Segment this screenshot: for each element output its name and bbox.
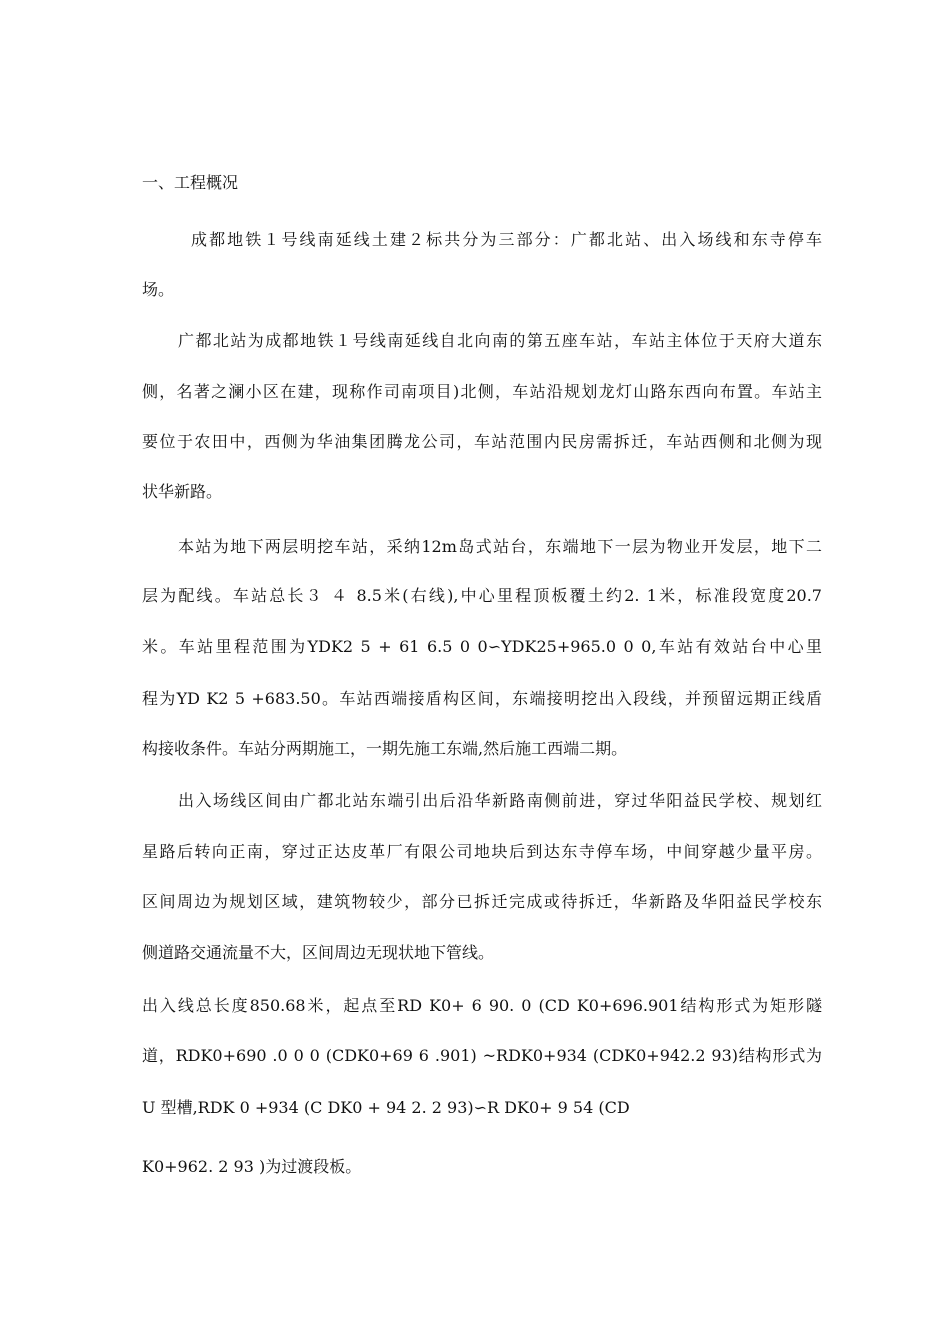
paragraph-line: 程为YD K2 5 +683.50。车站西端接盾构区间，东端接明挖出入段线，并预留远期正线盾 xyxy=(142,689,822,708)
paragraph-line: 侧道路交通流量不大，区间周边无现状地下管线。 xyxy=(142,943,495,962)
paragraph-line: 星路后转向正南，穿过正达皮革厂有限公司地块后到达东寺停车场，中间穿越少量平房。 xyxy=(142,842,822,861)
paragraph-line: 层为配线。车站总长３ ４ 8.5米(右线),中心里程顶板覆土约2. 1米，标准段宽度20.7 xyxy=(142,586,822,605)
paragraph-line: K0+962. 2 93 )为过渡段板。 xyxy=(142,1157,362,1176)
paragraph-line: 广都北站为成都地铁１号线南延线自北向南的第五座车站，车站主体位于天府大道东 xyxy=(178,331,822,350)
paragraph-line: 出入线总长度850.68米，起点至RD K0+ 6 90. 0 (CD K0+696.901结构形式为矩形隧 xyxy=(142,996,822,1015)
paragraph-line: 米。车站里程范围为YDK2 5 + 61 6.5 0 0∽YDK25+965.0 0 0,车站有效站台中心里 xyxy=(142,637,822,656)
paragraph-line: 状华新路。 xyxy=(142,482,223,501)
paragraph-line: 本站为地下两层明挖车站，采纳12m岛式站台，东端地下一层为物业开发层，地下二 xyxy=(178,537,822,556)
paragraph-line: 构接收条件。车站分两期施工，一期先施工东端,然后施工西端二期。 xyxy=(142,739,628,758)
section-heading: 一、工程概况 xyxy=(142,173,239,192)
paragraph-line: 区间周边为规划区域，建筑物较少，部分已拆迁完成或待拆迁，华新路及华阳益民学校东 xyxy=(142,892,822,911)
paragraph-line: 出入场线区间由广都北站东端引出后沿华新路南侧前进，穿过华阳益民学校、规划红 xyxy=(178,791,822,810)
paragraph-line: 成都地铁１号线南延线土建２标共分为三部分：广都北站、出入场线和东寺停车 xyxy=(191,230,822,249)
paragraph-line: 要位于农田中，西侧为华油集团腾龙公司，车站范围内民房需拆迁，车站西侧和北侧为现 xyxy=(142,432,822,451)
paragraph-line: U 型槽,RDK 0 +934 (C DK0 + 94 2. 2 93)∽R DK0+ 9 54 (CD xyxy=(142,1098,630,1117)
paragraph-line: 道，RDK0+690 .0 0 0 (CDK0+69 6 .901) ~RDK0+934 (CDK0+942.2 93)结构形式为 xyxy=(142,1046,822,1065)
paragraph-line: 侧，名著之澜小区在建，现称作司南项目)北侧，车站沿规划龙灯山路东西向布置。车站主 xyxy=(142,382,822,401)
paragraph-line: 场。 xyxy=(142,280,175,299)
